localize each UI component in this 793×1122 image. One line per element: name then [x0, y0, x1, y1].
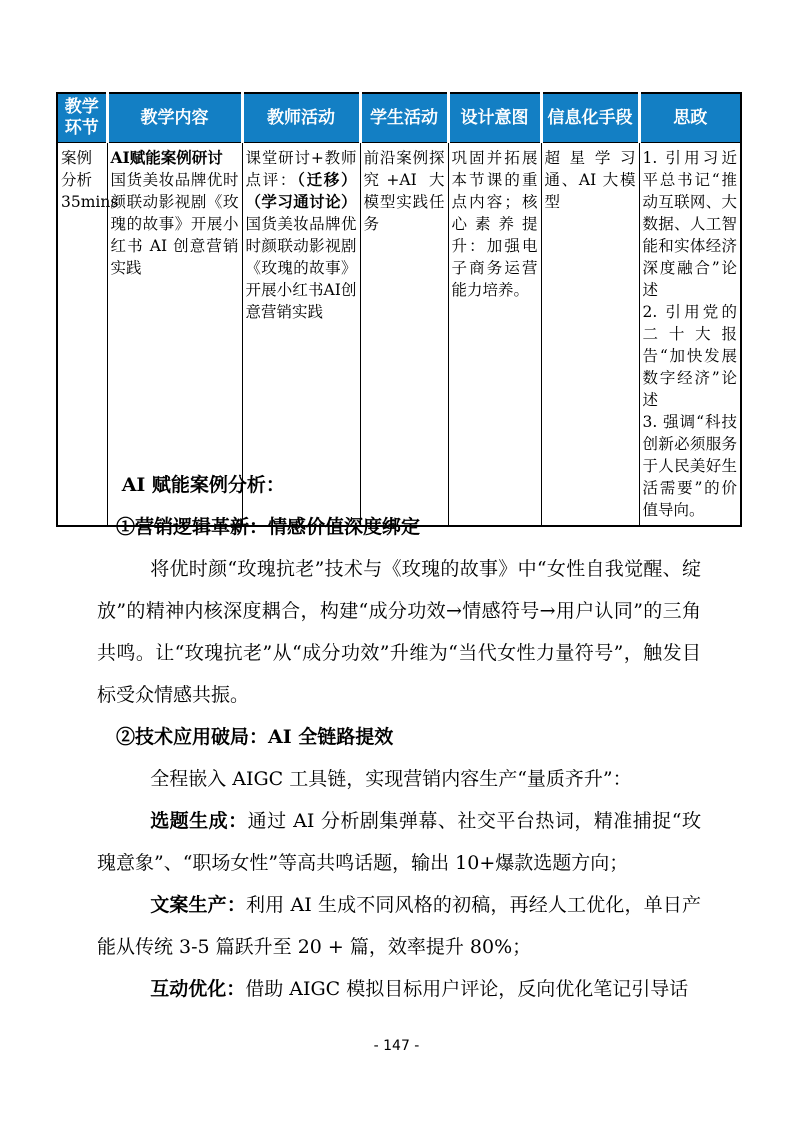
paragraph-marketing-logic: 将优时颜“玫瑰抗老”技术与《玫瑰的故事》中“女性自我觉醒、绽放”的精神内核深度耦合，构建“成分功效→情感符号→用户认同”的三角共鸣。让“玫瑰抗老”从“成分功效”升维为“当代女性力量符号”，触发目标受众情感共振。 [97, 558, 701, 706]
stage-duration: 35mins [61, 193, 119, 211]
design-intent-text: 巩固并拓展本节课的重点内容；核心素养提升：加强电子商务运营能力培养。 [451, 149, 538, 299]
ideology-item-2: 2. 引用党的二十大报告“加快发展数字经济”论述 [642, 303, 737, 409]
header-teaching-stage: 教学环节 [57, 93, 107, 143]
teacher-activity-intro: 课堂研讨+教师点评： [245, 149, 357, 189]
student-activity-text: 前沿案例探究+AI 大模型实践任务 [363, 149, 445, 233]
paragraph-interaction-optimization [97, 968, 701, 1010]
table-header-row [57, 93, 741, 143]
teacher-activity-body: 国货美妆品牌优时颜联动影视剧《玫瑰的故事》开展小红书AI创意营销实践 [245, 215, 357, 321]
heading-tech-application: ②技术应用破局：AI 全链路提效 [116, 726, 394, 748]
ideology-item-1: 1. 引用习近平总书记“推动互联网、大数据、人工智能和实体经济深度融合”论述 [642, 149, 737, 299]
content-body: 国货美妆品牌优时颜联动影视剧《玫瑰的故事》开展小红书 AI 创意营销实践 [110, 171, 239, 277]
body-text [97, 464, 701, 1010]
page-number: - 147 - [373, 1038, 420, 1054]
header-ideology: 思政 [639, 93, 741, 143]
topic-generation-label: 选题生成： [150, 810, 248, 832]
header-it-tools: 信息化手段 [541, 93, 639, 143]
heading-marketing-logic: ①营销逻辑革新：情感价值深度绑定 [116, 516, 421, 538]
lesson-plan-table [56, 92, 742, 527]
content-title: AI赋能案例研讨 [110, 148, 223, 167]
heading-ai-case-analysis: AI 赋能案例分析： [121, 474, 285, 496]
paragraph-topic-generation [97, 800, 701, 884]
header-teacher-activity: 教师活动 [242, 93, 360, 143]
paragraph-aigc-intro: 全程嵌入 AIGC 工具链，实现营销内容生产“量质齐升”： [150, 768, 632, 790]
it-tools-text: 超星学习通、AI 大模型 [544, 149, 636, 211]
header-design-intent: 设计意图 [448, 93, 541, 143]
header-teaching-content: 教学内容 [107, 93, 242, 143]
copy-production-text: 利用 AI 生成不同风格的初稿，再经人工优化，单日产能从传统 3-5 篇跃升至 20 + 篇，效率提升 80%； [97, 894, 701, 958]
ideology-item-3: 3. 强调“科技创新必须服务于人民美好生活需要”的价值导向。 [642, 413, 737, 519]
teacher-activity-methods: （迁移）（学习通讨论） [245, 170, 357, 211]
stage-line-2: 分析 [61, 171, 93, 189]
paragraph-copy-production [97, 884, 701, 968]
header-student-activity: 学生活动 [360, 93, 448, 143]
interaction-optimization-text: 借助 AIGC 模拟目标用户评论，反向优化笔记引导话 [245, 978, 689, 1000]
stage-line-1: 案例 [61, 149, 93, 167]
copy-production-label: 文案生产： [150, 894, 246, 916]
interaction-optimization-label: 互动优化： [150, 978, 246, 1000]
topic-generation-text: 通过 AI 分析剧集弹幕、社交平台热词，精准捕捉“玫瑰意象”、“职场女性”等高共鸣话题，输出 10+爆款选题方向； [97, 810, 701, 874]
